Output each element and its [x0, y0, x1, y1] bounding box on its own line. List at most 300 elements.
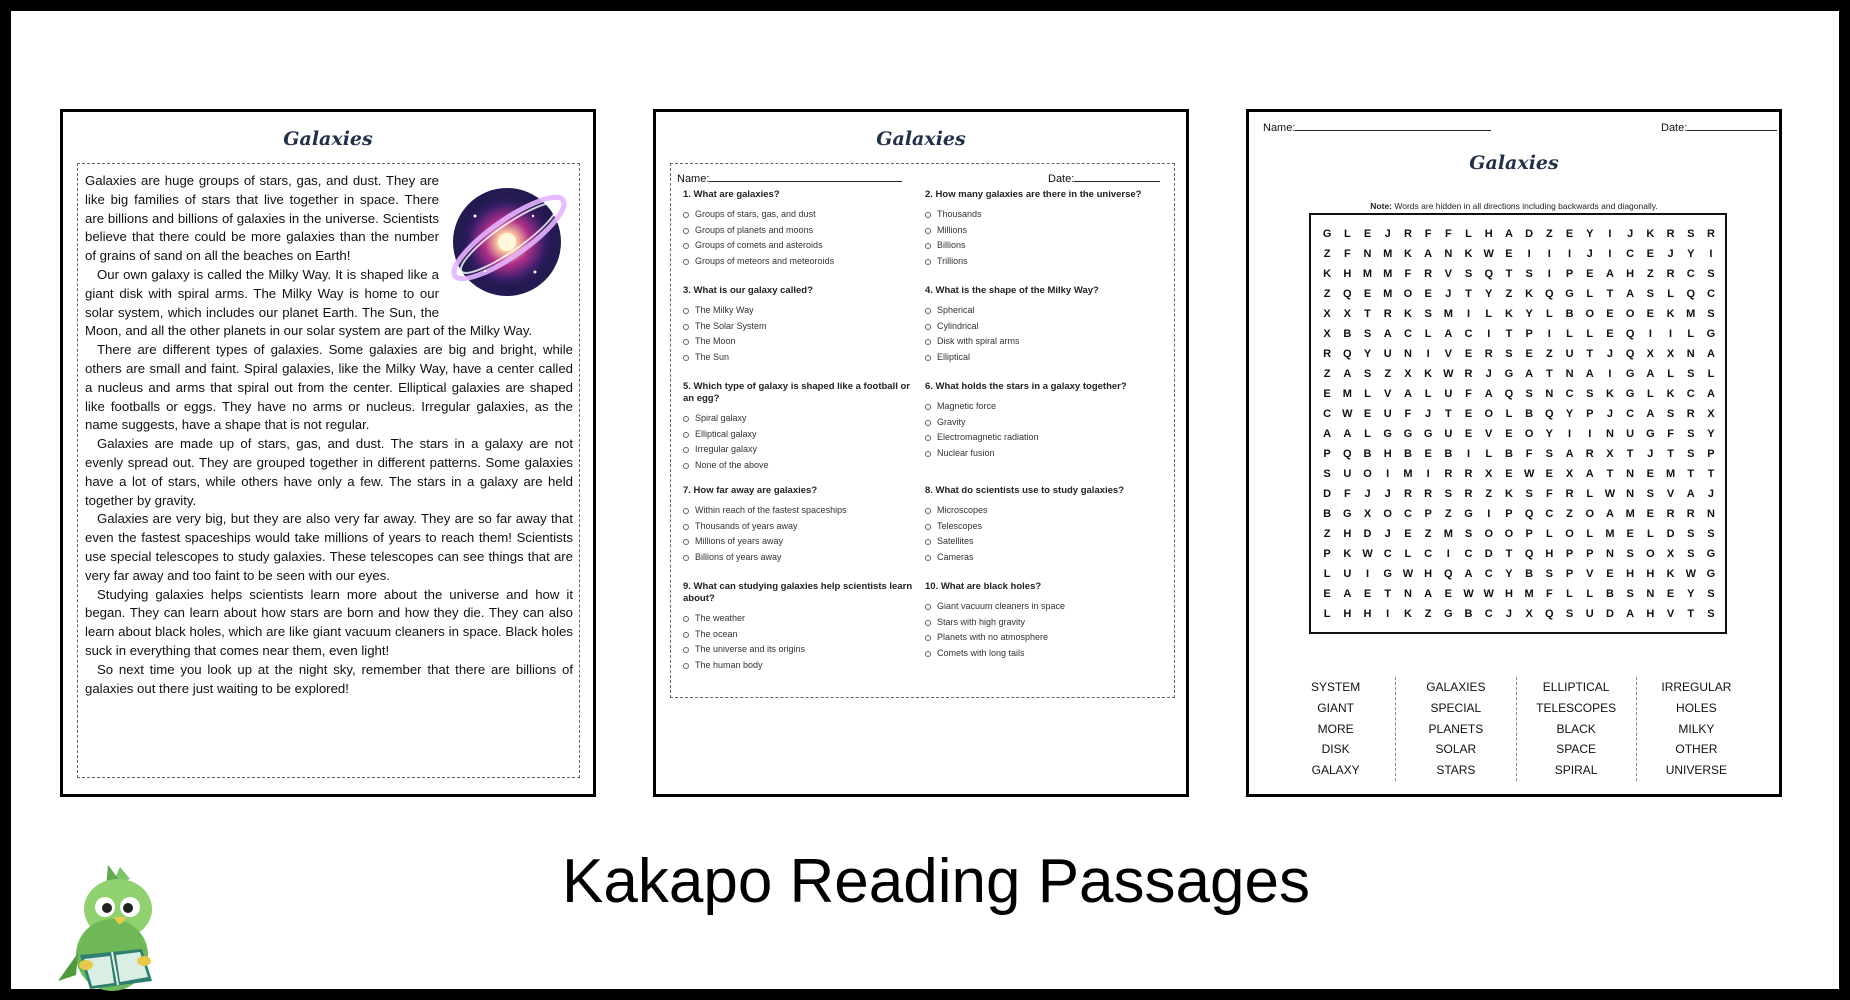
grid-letter[interactable]: A — [1585, 468, 1594, 480]
grid-letter[interactable]: X — [1646, 348, 1655, 360]
grid-letter[interactable]: R — [1484, 348, 1493, 360]
grid-letter[interactable]: E — [1586, 268, 1594, 280]
grid-letter[interactable]: H — [1383, 448, 1392, 460]
grid-letter[interactable]: C — [1323, 408, 1332, 420]
grid-letter[interactable]: C — [1565, 388, 1574, 400]
grid-letter[interactable]: J — [1606, 348, 1613, 360]
grid-letter[interactable]: R — [1686, 408, 1695, 420]
grid-letter[interactable]: I — [1547, 268, 1551, 280]
grid-letter[interactable]: K — [1605, 388, 1614, 400]
grid-letter[interactable]: T — [1667, 448, 1674, 460]
grid-letter[interactable]: M — [1605, 528, 1615, 540]
grid-letter[interactable]: Q — [1686, 288, 1696, 300]
grid-letter[interactable]: D — [1666, 528, 1675, 540]
grid-letter[interactable]: W — [1523, 468, 1535, 480]
grid-letter[interactable]: O — [1363, 468, 1372, 480]
grid-letter[interactable]: E — [1606, 568, 1614, 580]
answer-option[interactable]: Billions of years away — [683, 550, 925, 566]
grid-letter[interactable]: Q — [1504, 388, 1514, 400]
grid-letter[interactable]: C — [1464, 328, 1473, 340]
grid-letter[interactable]: L — [1505, 408, 1513, 420]
grid-letter[interactable]: E — [1606, 328, 1614, 340]
grid-letter[interactable]: O — [1565, 528, 1574, 540]
grid-letter[interactable]: Z — [1505, 288, 1513, 300]
grid-letter[interactable]: K — [1424, 368, 1433, 380]
answer-option[interactable]: Millions — [925, 223, 1168, 239]
answer-option[interactable]: Magnetic force — [925, 399, 1168, 415]
grid-letter[interactable]: R — [1323, 348, 1332, 360]
grid-letter[interactable]: X — [1666, 348, 1675, 360]
grid-letter[interactable]: E — [1505, 468, 1513, 480]
grid-letter[interactable]: L — [1404, 548, 1412, 560]
grid-letter[interactable]: W — [1604, 488, 1616, 500]
grid-letter[interactable]: O — [1625, 308, 1635, 320]
grid-letter[interactable]: F — [1667, 428, 1674, 440]
answer-option[interactable]: Cylindrical — [925, 319, 1168, 335]
answer-option[interactable]: Millions of years away — [683, 534, 925, 550]
grid-letter[interactable]: M — [1625, 508, 1635, 520]
grid-letter[interactable]: H — [1484, 228, 1493, 240]
grid-letter[interactable]: Y — [1687, 588, 1695, 600]
grid-letter[interactable]: L — [1667, 368, 1674, 380]
grid-letter[interactable]: N — [1706, 508, 1715, 520]
grid-letter[interactable]: P — [1323, 448, 1331, 460]
answer-option[interactable]: Electromagnetic radiation — [925, 430, 1168, 446]
grid-letter[interactable]: A — [1646, 408, 1655, 420]
grid-letter[interactable]: W — [1483, 588, 1494, 600]
grid-letter[interactable]: R — [1706, 228, 1715, 240]
grid-letter[interactable]: G — [1625, 388, 1635, 400]
grid-letter[interactable]: H — [1626, 268, 1635, 280]
grid-letter[interactable]: S — [1444, 488, 1452, 500]
grid-letter[interactable]: E — [1666, 588, 1675, 600]
grid-letter[interactable]: T — [1687, 608, 1695, 620]
grid-letter[interactable]: Y — [1707, 428, 1715, 440]
grid-letter[interactable]: E — [1404, 528, 1412, 540]
grid-letter[interactable]: W — [1483, 248, 1494, 260]
grid-letter[interactable]: T — [1465, 288, 1472, 300]
grid-letter[interactable]: F — [1424, 228, 1432, 240]
grid-letter[interactable]: C — [1484, 608, 1493, 620]
grid-letter[interactable]: K — [1504, 488, 1513, 500]
grid-letter[interactable]: Q — [1343, 288, 1352, 300]
grid-letter[interactable]: U — [1444, 428, 1453, 440]
grid-letter[interactable]: A — [1343, 428, 1352, 440]
grid-letter[interactable]: K — [1666, 308, 1675, 320]
grid-letter[interactable]: B — [1323, 508, 1332, 520]
grid-letter[interactable]: E — [1444, 588, 1452, 600]
grid-letter[interactable]: J — [1667, 248, 1674, 260]
grid-letter[interactable]: M — [1383, 288, 1393, 300]
grid-letter[interactable]: V — [1485, 428, 1493, 440]
grid-letter[interactable]: W — [1362, 548, 1373, 560]
grid-letter[interactable]: Y — [1565, 408, 1574, 420]
grid-letter[interactable]: J — [1505, 608, 1512, 620]
grid-letter[interactable]: N — [1545, 388, 1554, 400]
grid-letter[interactable]: P — [1565, 268, 1574, 280]
answer-option[interactable]: Spherical — [925, 303, 1168, 319]
grid-letter[interactable]: P — [1565, 568, 1574, 580]
grid-letter[interactable]: S — [1707, 528, 1715, 540]
grid-letter[interactable]: F — [1525, 448, 1533, 460]
grid-letter[interactable]: H — [1646, 568, 1655, 580]
grid-letter[interactable]: O — [1403, 288, 1413, 300]
grid-letter[interactable]: N — [1403, 348, 1412, 360]
grid-letter[interactable]: X — [1363, 508, 1372, 520]
grid-letter[interactable]: B — [1444, 448, 1453, 460]
grid-letter[interactable]: U — [1565, 348, 1574, 360]
grid-letter[interactable]: G — [1423, 428, 1433, 440]
grid-letter[interactable]: L — [1646, 388, 1654, 400]
grid-letter[interactable]: I — [1446, 548, 1450, 560]
grid-letter[interactable]: I — [1527, 248, 1531, 260]
answer-option[interactable]: Thousands — [925, 207, 1168, 223]
grid-letter[interactable]: G — [1504, 368, 1514, 380]
grid-letter[interactable]: L — [1586, 328, 1594, 340]
grid-letter[interactable]: Q — [1484, 268, 1493, 280]
grid-letter[interactable]: K — [1343, 548, 1352, 560]
grid-letter[interactable]: S — [1687, 548, 1695, 560]
grid-letter[interactable]: B — [1525, 568, 1534, 580]
grid-letter[interactable]: C — [1706, 288, 1715, 300]
answer-option[interactable]: The universe and its origins — [683, 642, 925, 658]
grid-letter[interactable]: Y — [1505, 568, 1513, 580]
grid-letter[interactable]: K — [1403, 308, 1412, 320]
grid-letter[interactable]: A — [1403, 388, 1412, 400]
grid-letter[interactable]: Q — [1545, 608, 1554, 620]
grid-letter[interactable]: L — [1586, 488, 1594, 500]
grid-letter[interactable]: A — [1626, 288, 1635, 300]
grid-letter[interactable]: Q — [1343, 348, 1352, 360]
grid-letter[interactable]: K — [1646, 228, 1655, 240]
grid-letter[interactable]: J — [1445, 288, 1452, 300]
grid-letter[interactable]: T — [1606, 468, 1614, 480]
grid-letter[interactable]: X — [1666, 548, 1675, 560]
grid-letter[interactable]: S — [1464, 268, 1473, 280]
grid-letter[interactable]: E — [1323, 388, 1331, 400]
grid-letter[interactable]: E — [1363, 228, 1372, 240]
grid-letter[interactable]: X — [1404, 368, 1412, 380]
grid-letter[interactable]: I — [1709, 248, 1713, 260]
grid-letter[interactable]: L — [1545, 308, 1553, 320]
grid-letter[interactable]: G — [1444, 608, 1453, 620]
grid-letter[interactable]: A — [1424, 588, 1433, 600]
grid-letter[interactable]: E — [1505, 428, 1513, 440]
grid-letter[interactable]: H — [1343, 608, 1352, 620]
grid-letter[interactable]: D — [1484, 548, 1493, 560]
grid-letter[interactable]: S — [1505, 348, 1513, 360]
grid-letter[interactable]: B — [1605, 588, 1614, 600]
grid-letter[interactable]: S — [1424, 308, 1432, 320]
answer-option[interactable]: Comets with long tails — [925, 646, 1168, 662]
grid-letter[interactable]: C — [1424, 548, 1433, 560]
grid-letter[interactable]: M — [1443, 528, 1453, 540]
grid-letter[interactable]: R — [1464, 468, 1473, 480]
grid-letter[interactable]: C — [1686, 388, 1695, 400]
grid-letter[interactable]: I — [1648, 328, 1652, 340]
grid-letter[interactable]: V — [1444, 268, 1452, 280]
grid-letter[interactable]: L — [1424, 388, 1432, 400]
answer-option[interactable]: None of the above — [683, 458, 925, 474]
grid-letter[interactable]: X — [1485, 468, 1493, 480]
grid-letter[interactable]: S — [1363, 328, 1372, 340]
grid-letter[interactable]: K — [1504, 308, 1513, 320]
grid-letter[interactable]: V — [1444, 348, 1452, 360]
grid-letter[interactable]: S — [1565, 608, 1574, 620]
grid-letter[interactable]: C — [1545, 508, 1554, 520]
grid-letter[interactable]: E — [1363, 288, 1372, 300]
grid-letter[interactable]: A — [1605, 268, 1614, 280]
grid-letter[interactable]: J — [1485, 368, 1492, 380]
grid-letter[interactable]: H — [1343, 528, 1352, 540]
grid-letter[interactable]: H — [1363, 608, 1372, 620]
grid-letter[interactable]: B — [1343, 328, 1352, 340]
grid-letter[interactable]: R — [1585, 448, 1594, 460]
grid-letter[interactable]: I — [1365, 568, 1370, 580]
grid-letter[interactable]: E — [1424, 448, 1432, 460]
grid-letter[interactable]: A — [1464, 568, 1473, 580]
grid-letter[interactable]: A — [1343, 588, 1352, 600]
grid-letter[interactable]: X — [1323, 328, 1331, 340]
grid-letter[interactable]: F — [1404, 408, 1412, 420]
grid-letter[interactable]: N — [1565, 368, 1574, 380]
grid-letter[interactable]: T — [1505, 268, 1513, 280]
grid-letter[interactable]: T — [1545, 368, 1553, 380]
grid-letter[interactable]: O — [1585, 508, 1595, 520]
grid-letter[interactable]: C — [1686, 268, 1695, 280]
grid-letter[interactable]: S — [1687, 428, 1695, 440]
grid-letter[interactable]: J — [1384, 228, 1391, 240]
grid-letter[interactable]: A — [1484, 388, 1493, 400]
grid-letter[interactable]: P — [1525, 328, 1533, 340]
grid-letter[interactable]: J — [1627, 228, 1634, 240]
grid-letter[interactable]: E — [1646, 248, 1655, 260]
grid-letter[interactable]: M — [1383, 248, 1393, 260]
grid-letter[interactable]: I — [1608, 228, 1612, 240]
answer-option[interactable]: Microscopes — [925, 503, 1168, 519]
grid-letter[interactable]: N — [1646, 588, 1655, 600]
grid-letter[interactable]: F — [1444, 228, 1452, 240]
grid-letter[interactable]: O — [1504, 528, 1514, 540]
grid-letter[interactable]: Q — [1545, 288, 1554, 300]
grid-letter[interactable]: R — [1424, 488, 1433, 500]
grid-letter[interactable]: J — [1647, 448, 1654, 460]
grid-letter[interactable]: N — [1626, 468, 1635, 480]
grid-letter[interactable]: S — [1666, 408, 1675, 420]
grid-letter[interactable]: E — [1565, 228, 1574, 240]
grid-letter[interactable]: H — [1626, 568, 1635, 580]
answer-option[interactable]: Thousands of years away — [683, 519, 925, 535]
grid-letter[interactable]: X — [1606, 448, 1614, 460]
answer-option[interactable]: Groups of stars, gas, and dust — [683, 207, 925, 223]
grid-letter[interactable]: J — [1707, 488, 1715, 500]
grid-letter[interactable]: O — [1484, 408, 1493, 420]
answer-option[interactable]: Groups of comets and asteroids — [683, 238, 925, 254]
grid-letter[interactable]: K — [1403, 248, 1412, 260]
grid-letter[interactable]: L — [1566, 588, 1573, 600]
grid-letter[interactable]: L — [1586, 528, 1594, 540]
grid-letter[interactable]: S — [1363, 368, 1372, 380]
grid-letter[interactable]: A — [1706, 348, 1715, 360]
grid-letter[interactable]: Z — [1323, 248, 1331, 260]
grid-letter[interactable]: T — [1707, 468, 1715, 480]
grid-letter[interactable]: M — [1362, 268, 1373, 280]
grid-letter[interactable]: R — [1464, 368, 1473, 380]
grid-letter[interactable]: I — [1466, 308, 1471, 320]
grid-letter[interactable]: Z — [1323, 288, 1331, 300]
grid-letter[interactable]: Z — [1424, 528, 1432, 540]
grid-letter[interactable]: L — [1485, 308, 1493, 320]
grid-letter[interactable]: G — [1403, 428, 1413, 440]
grid-letter[interactable]: G — [1383, 428, 1392, 440]
grid-letter[interactable]: D — [1323, 488, 1332, 500]
grid-letter[interactable]: I — [1547, 328, 1551, 340]
grid-letter[interactable]: J — [1384, 528, 1391, 540]
grid-letter[interactable]: U — [1383, 348, 1392, 360]
grid-letter[interactable]: B — [1565, 308, 1574, 320]
grid-letter[interactable]: H — [1646, 608, 1655, 620]
grid-letter[interactable]: L — [1687, 328, 1695, 340]
answer-option[interactable]: Nuclear fusion — [925, 446, 1168, 462]
grid-letter[interactable]: G — [1646, 428, 1655, 440]
grid-letter[interactable]: F — [1404, 268, 1412, 280]
grid-letter[interactable]: R — [1403, 228, 1412, 240]
grid-letter[interactable]: L — [1646, 528, 1654, 540]
grid-letter[interactable]: U — [1383, 408, 1392, 420]
grid-letter[interactable]: T — [1586, 348, 1594, 360]
grid-letter[interactable]: B — [1403, 448, 1412, 460]
grid-letter[interactable]: A — [1323, 428, 1332, 440]
grid-letter[interactable]: Z — [1545, 228, 1553, 240]
grid-letter[interactable]: S — [1525, 488, 1533, 500]
grid-letter[interactable]: J — [1586, 248, 1593, 260]
grid-letter[interactable]: H — [1504, 588, 1513, 600]
grid-letter[interactable]: A — [1585, 368, 1594, 380]
grid-letter[interactable]: S — [1525, 388, 1533, 400]
grid-letter[interactable]: S — [1646, 288, 1655, 300]
grid-letter[interactable]: E — [1424, 288, 1432, 300]
answer-option[interactable]: Stars with high gravity — [925, 615, 1168, 631]
answer-option[interactable]: Irregular galaxy — [683, 442, 925, 458]
answer-option[interactable]: The human body — [683, 658, 925, 674]
grid-letter[interactable]: H — [1343, 268, 1352, 280]
grid-letter[interactable]: E — [1464, 408, 1473, 420]
grid-letter[interactable]: X — [1565, 468, 1574, 480]
grid-letter[interactable]: B — [1363, 448, 1372, 460]
grid-letter[interactable]: D — [1363, 528, 1372, 540]
grid-letter[interactable]: G — [1625, 368, 1635, 380]
grid-letter[interactable]: Y — [1525, 308, 1533, 320]
grid-letter[interactable]: F — [1343, 248, 1351, 260]
grid-letter[interactable]: N — [1686, 348, 1695, 360]
grid-letter[interactable]: A — [1646, 368, 1655, 380]
grid-letter[interactable]: Z — [1566, 508, 1573, 520]
grid-letter[interactable]: X — [1343, 308, 1351, 320]
grid-letter[interactable]: A — [1706, 388, 1715, 400]
grid-letter[interactable]: S — [1646, 488, 1655, 500]
grid-letter[interactable]: B — [1504, 448, 1513, 460]
grid-letter[interactable]: S — [1707, 608, 1715, 620]
grid-letter[interactable]: R — [1666, 228, 1675, 240]
grid-letter[interactable]: T — [1687, 468, 1695, 480]
grid-letter[interactable]: S — [1586, 388, 1594, 400]
grid-letter[interactable]: P — [1323, 548, 1331, 560]
grid-letter[interactable]: O — [1524, 428, 1534, 440]
grid-letter[interactable]: U — [1626, 428, 1635, 440]
grid-letter[interactable]: J — [1384, 488, 1391, 500]
grid-letter[interactable]: I — [1568, 428, 1572, 440]
grid-letter[interactable]: A — [1605, 508, 1614, 520]
grid-letter[interactable]: Z — [1545, 348, 1553, 360]
grid-letter[interactable]: G — [1565, 288, 1574, 300]
grid-letter[interactable]: W — [1443, 368, 1454, 380]
grid-letter[interactable]: W — [1463, 588, 1474, 600]
grid-letter[interactable]: I — [1487, 508, 1491, 520]
answer-option[interactable]: Spiral galaxy — [683, 411, 925, 427]
grid-letter[interactable]: L — [1667, 288, 1674, 300]
grid-letter[interactable]: U — [1444, 388, 1453, 400]
grid-letter[interactable]: Y — [1586, 228, 1594, 240]
grid-letter[interactable]: Z — [1384, 368, 1392, 380]
grid-letter[interactable]: I — [1426, 468, 1430, 480]
grid-letter[interactable]: X — [1323, 308, 1331, 320]
grid-letter[interactable]: W — [1402, 568, 1414, 580]
grid-letter[interactable]: C — [1383, 548, 1392, 560]
answer-option[interactable]: The weather — [683, 611, 925, 627]
grid-letter[interactable]: G — [1322, 228, 1332, 240]
answer-option[interactable]: The Moon — [683, 334, 925, 350]
grid-letter[interactable]: L — [1566, 328, 1573, 340]
grid-letter[interactable]: H — [1424, 568, 1433, 580]
grid-letter[interactable]: S — [1626, 588, 1634, 600]
grid-letter[interactable]: L — [1545, 528, 1553, 540]
grid-letter[interactable]: Z — [1323, 528, 1331, 540]
grid-letter[interactable]: Y — [1485, 288, 1493, 300]
grid-letter[interactable]: F — [1545, 588, 1553, 600]
grid-letter[interactable]: R — [1383, 308, 1392, 320]
grid-letter[interactable]: P — [1525, 528, 1533, 540]
grid-letter[interactable]: A — [1383, 328, 1392, 340]
grid-letter[interactable]: N — [1605, 548, 1614, 560]
grid-letter[interactable]: S — [1545, 448, 1553, 460]
grid-letter[interactable]: H — [1545, 548, 1554, 560]
grid-letter[interactable]: A — [1525, 368, 1534, 380]
grid-letter[interactable]: K — [1323, 268, 1332, 280]
grid-letter[interactable]: B — [1464, 608, 1473, 620]
grid-letter[interactable]: M — [1686, 308, 1696, 320]
grid-letter[interactable]: C — [1403, 508, 1412, 520]
grid-letter[interactable]: P — [1424, 508, 1432, 520]
grid-letter[interactable]: K — [1464, 248, 1473, 260]
grid-letter[interactable]: N — [1626, 488, 1635, 500]
grid-letter[interactable]: A — [1444, 328, 1453, 340]
answer-option[interactable]: Within reach of the fastest spaceships — [683, 503, 925, 519]
grid-letter[interactable]: E — [1646, 508, 1655, 520]
grid-letter[interactable]: I — [1487, 328, 1491, 340]
grid-letter[interactable]: L — [1364, 428, 1371, 440]
grid-letter[interactable]: D — [1525, 228, 1534, 240]
answer-option[interactable]: The Milky Way — [683, 303, 925, 319]
grid-letter[interactable]: N — [1444, 248, 1453, 260]
grid-letter[interactable]: O — [1646, 548, 1655, 560]
grid-letter[interactable]: A — [1504, 228, 1513, 240]
grid-letter[interactable]: S — [1707, 268, 1715, 280]
answer-option[interactable]: Elliptical galaxy — [683, 427, 925, 443]
grid-letter[interactable]: L — [1586, 588, 1594, 600]
grid-letter[interactable]: Q — [1343, 448, 1352, 460]
grid-letter[interactable]: V — [1666, 488, 1675, 500]
grid-letter[interactable]: L — [1323, 608, 1331, 620]
